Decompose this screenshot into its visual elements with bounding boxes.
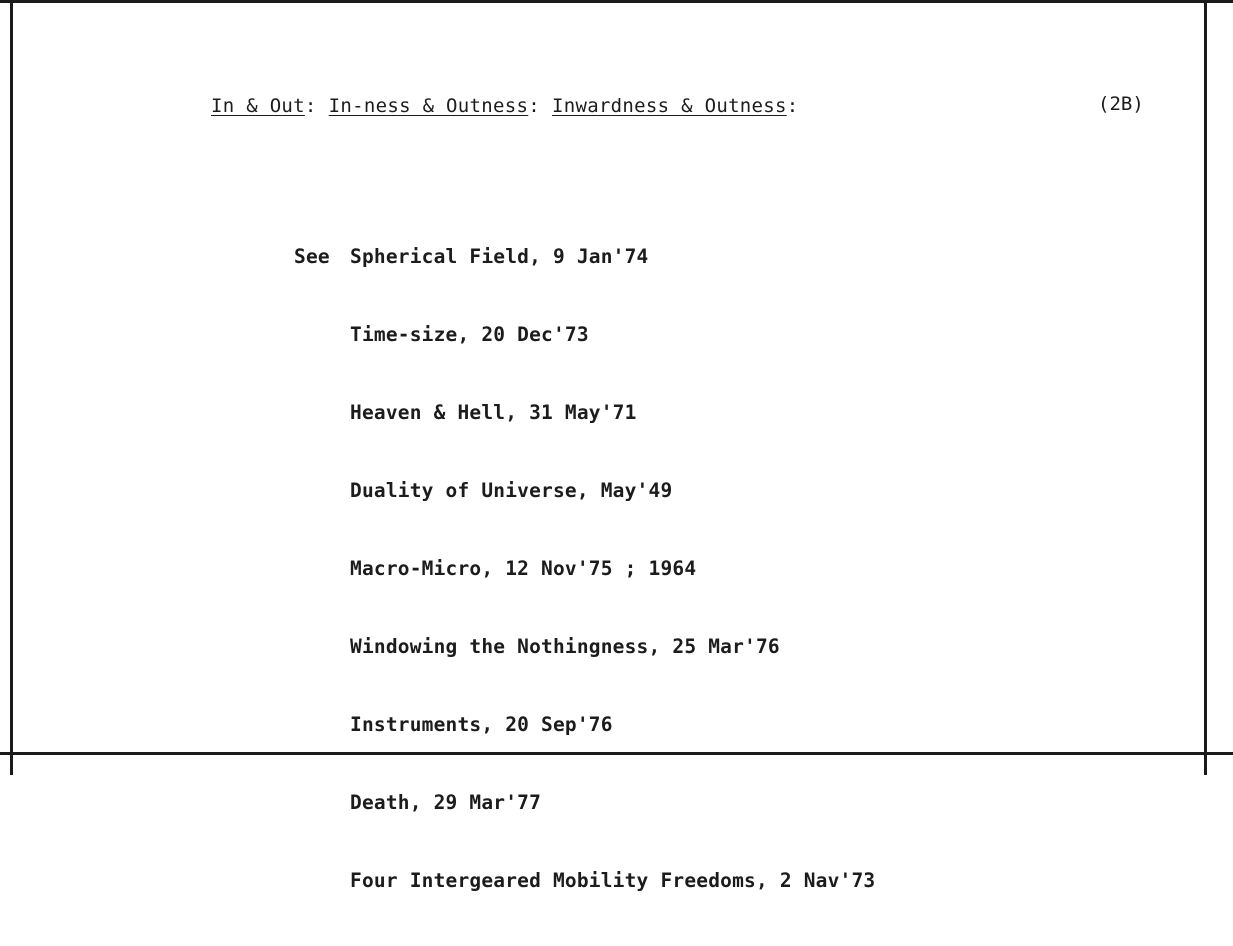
reference-item: Duality of Universe, May'49 bbox=[350, 479, 673, 502]
heading-term-1: In & Out bbox=[211, 95, 305, 117]
reference-row bbox=[294, 244, 875, 270]
reference-row bbox=[294, 400, 875, 426]
heading-term-2: In-ness & Outness bbox=[328, 95, 529, 117]
reference-item: Spherical Field, 9 Jan'74 bbox=[350, 245, 649, 268]
reference-item: Four Intergeared Mobility Freedoms, 2 Nav'73 bbox=[350, 869, 876, 892]
reference-row bbox=[294, 868, 875, 894]
reference-row bbox=[294, 790, 875, 816]
see-label: See bbox=[294, 245, 330, 268]
reference-item: Heaven & Hell, 31 May'71 bbox=[350, 401, 637, 424]
reference-row bbox=[294, 478, 875, 504]
reference-item: Death, 29 Mar'77 bbox=[350, 791, 542, 814]
heading-colon-3: : bbox=[786, 95, 799, 117]
reference-list bbox=[294, 192, 875, 946]
heading-colon-1: : bbox=[304, 95, 317, 117]
heading-term-3: Inwardness & Outness bbox=[551, 95, 787, 117]
reference-row bbox=[294, 556, 875, 582]
card-heading bbox=[211, 95, 799, 117]
heading-colon-2: : bbox=[528, 95, 540, 117]
card-border-top bbox=[0, 0, 1233, 3]
reference-row bbox=[294, 634, 875, 660]
reference-row bbox=[294, 712, 875, 738]
reference-item: Time-size, 20 Dec'73 bbox=[350, 323, 589, 346]
card-id: (2B) bbox=[1098, 93, 1144, 115]
card-border-right bbox=[1204, 0, 1207, 775]
reference-item: Windowing the Nothingness, 25 Mar'76 bbox=[350, 635, 780, 658]
reference-item: Macro-Micro, 12 Nov'75 ; 1964 bbox=[350, 557, 697, 580]
reference-row bbox=[294, 322, 875, 348]
card-border-left bbox=[10, 0, 13, 775]
reference-item: Instruments, 20 Sep'76 bbox=[350, 713, 613, 736]
